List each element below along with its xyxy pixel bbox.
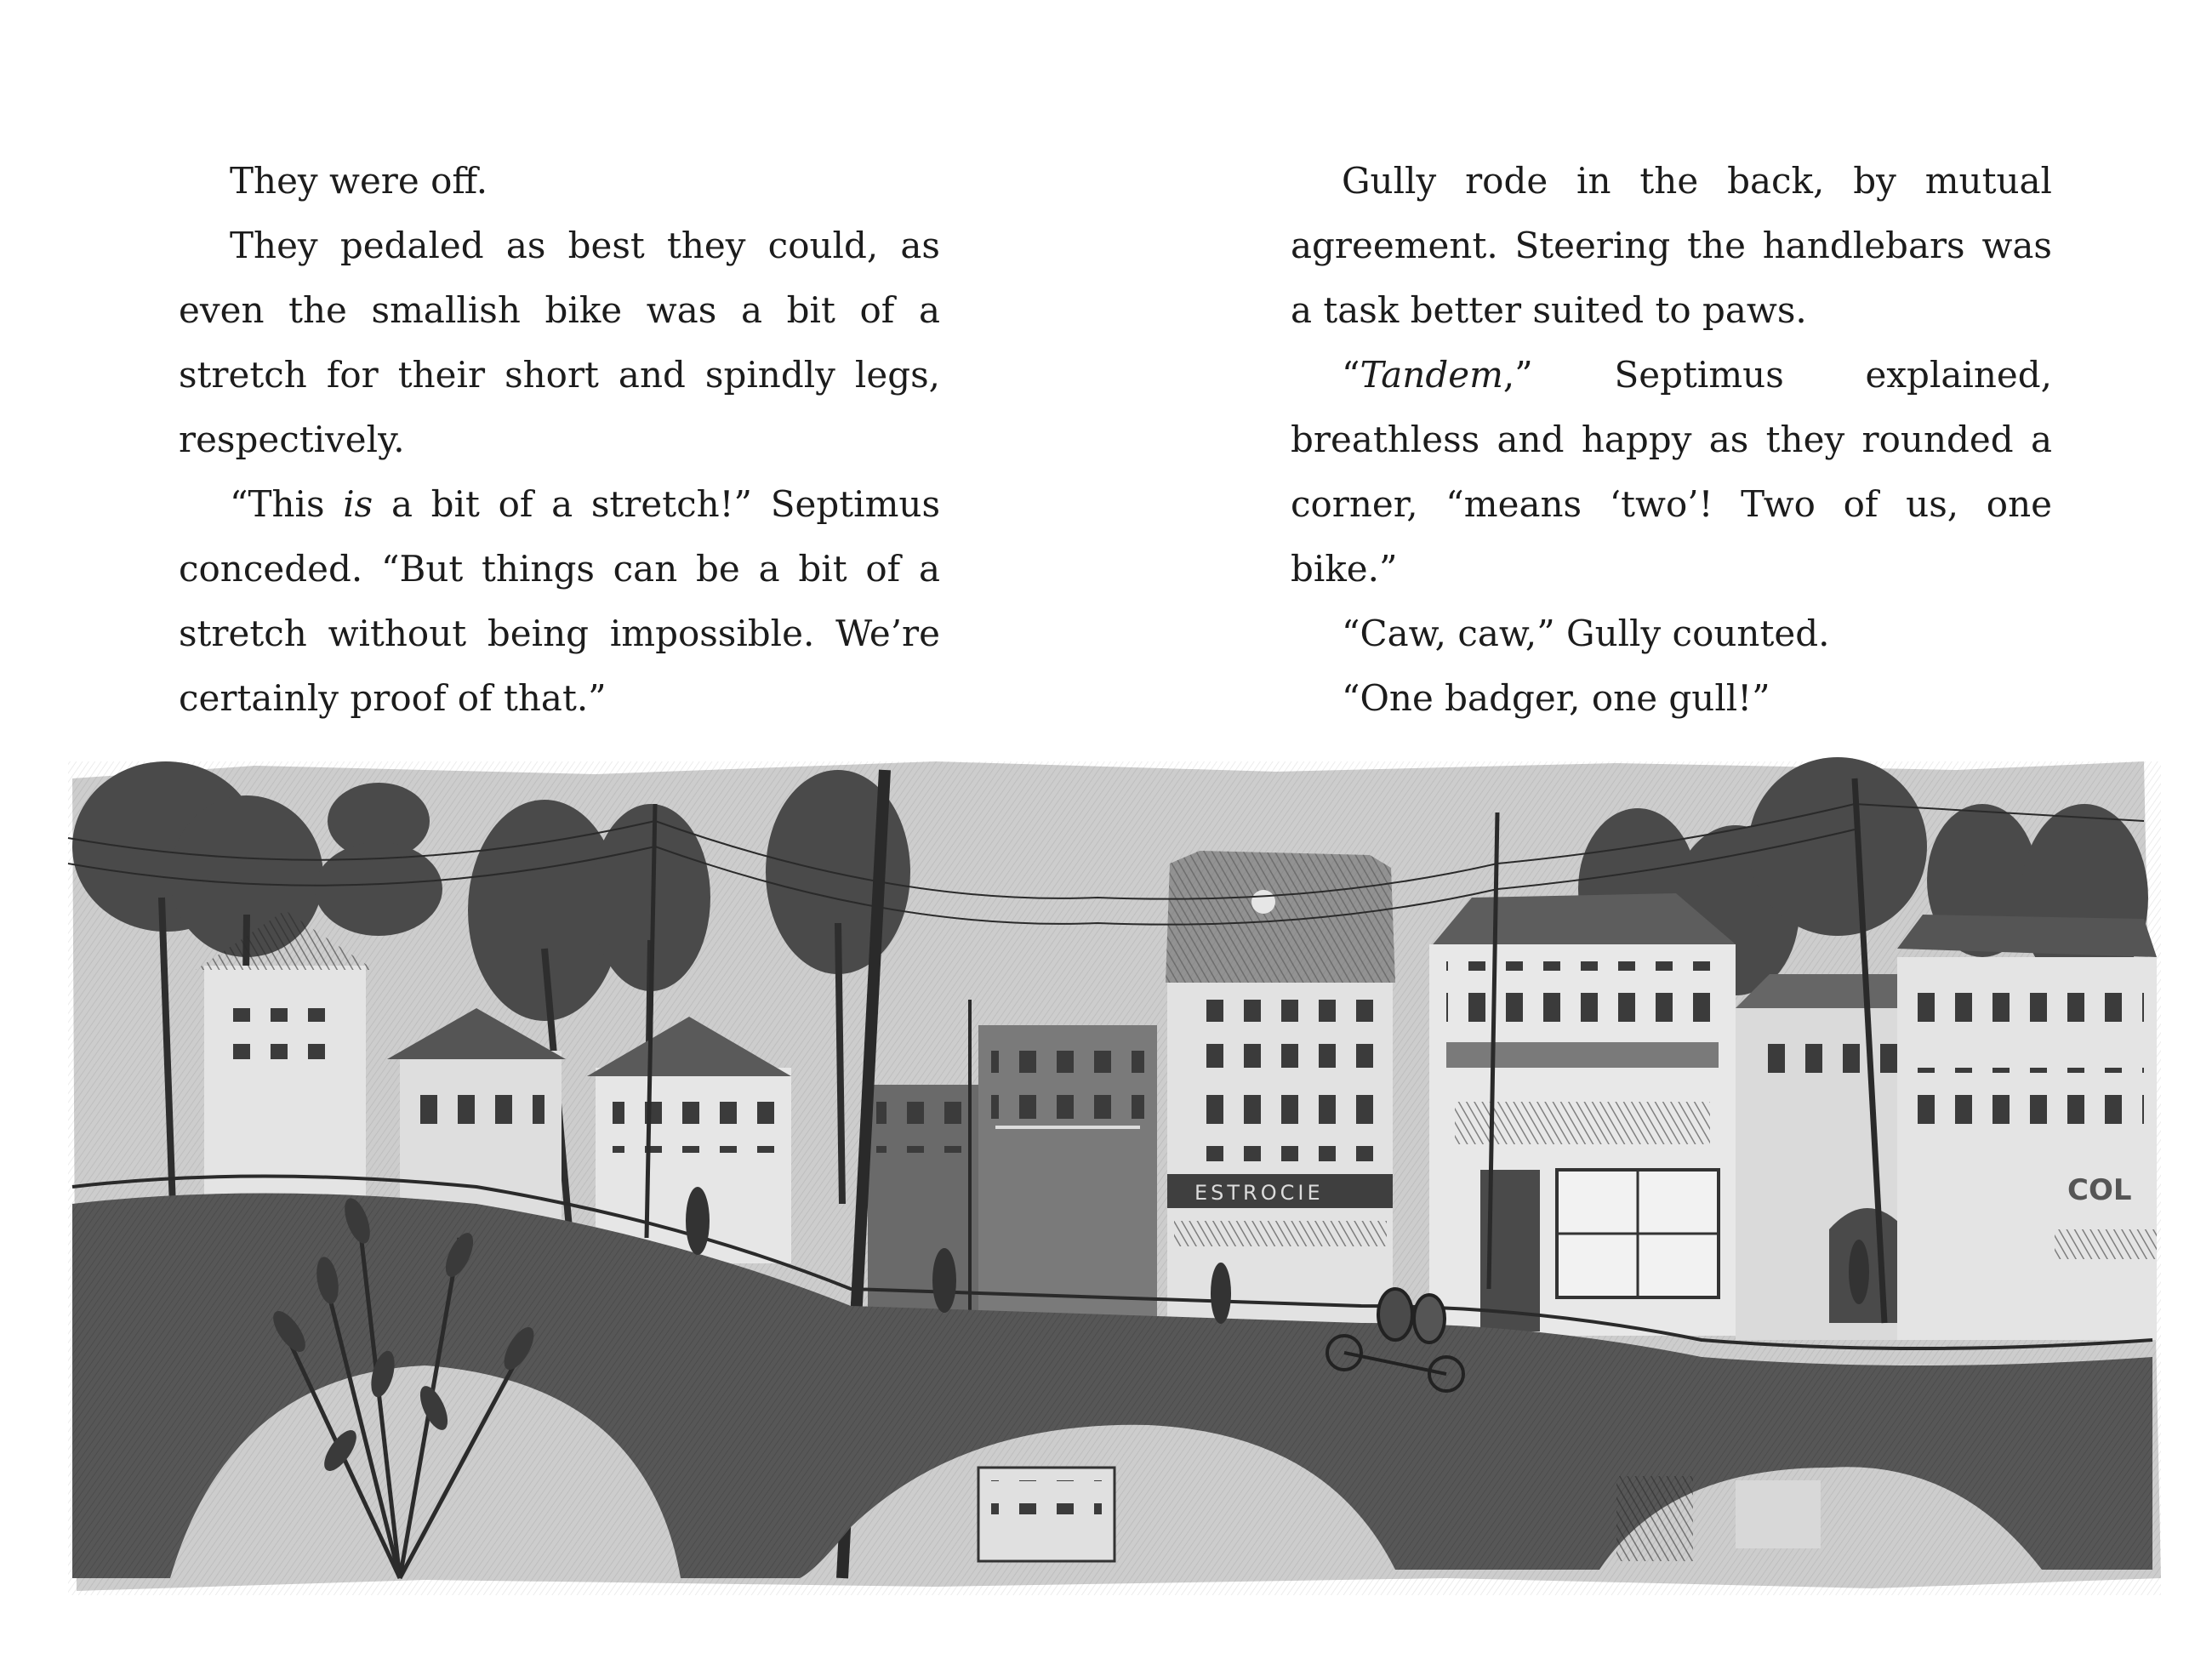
paragraph: “One badger, one gull!” [1342, 677, 1770, 719]
text-run: “ [1342, 354, 1360, 396]
far-right-buildings [1736, 915, 2157, 1340]
paragraph: Gully rode in the back, by mutual agreement. Steering the handlebars was a task better suited to paws. [1291, 160, 2052, 331]
paragraph: They were off. [230, 160, 488, 202]
illustration-drawing [0, 727, 2212, 1659]
emphasis: Tandem [1360, 354, 1503, 396]
text-run: “This [230, 483, 344, 525]
paragraph: They pedaled as best they could, as even the smallish bike was a bit of a stretch for their short and spindly legs, respectively. [179, 225, 940, 460]
paragraph [179, 472, 940, 731]
emphasis: is [343, 483, 373, 525]
right-text-column [1291, 149, 2052, 731]
paragraph [1291, 343, 2052, 601]
text-run: a bit of a stretch!” Septimus conceded. “But things can be a bit of a stretch without being impossible. We’re certainly proof of that.” [179, 483, 940, 719]
paragraph: “Caw, caw,” Gully counted. [1342, 613, 1830, 654]
right-shop-building [1429, 893, 1736, 1336]
town-bridge-illustration [0, 727, 2212, 1659]
text-run: ,” Septimus explained, breathless and happy as they rounded a corner, “means ‘two’! Two of us, one bike.” [1291, 354, 2052, 590]
shop-sign: ESTROCIE [1194, 1181, 1324, 1205]
left-text-column [179, 149, 940, 731]
corner-sign: COL [2067, 1173, 2132, 1207]
